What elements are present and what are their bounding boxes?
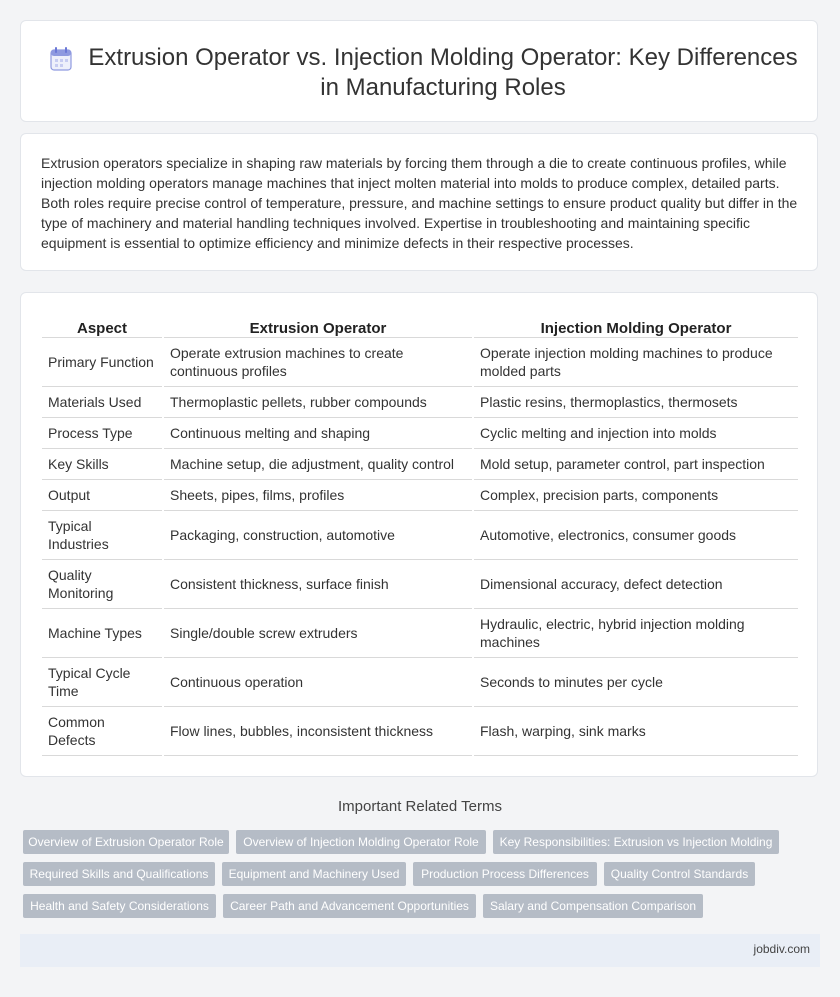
- table-row: [42, 480, 798, 511]
- related-term-link[interactable]: Health and Safety Considerations: [23, 894, 216, 918]
- row-injection: Plastic resins, thermoplastics, thermosets: [473, 387, 798, 418]
- row-extrusion: Thermoplastic pellets, rubber compounds: [163, 387, 473, 418]
- related-term-link[interactable]: Required Skills and Qualifications: [23, 862, 215, 886]
- row-aspect: Process Type: [42, 418, 163, 449]
- row-extrusion: Flow lines, bubbles, inconsistent thickness: [163, 707, 473, 756]
- row-injection: Dimensional accuracy, defect detection: [473, 560, 798, 609]
- footer: [20, 934, 820, 967]
- related-terms-heading: Important Related Terms: [338, 798, 502, 815]
- column-header-aspect: Aspect: [42, 315, 163, 338]
- row-injection: Mold setup, parameter control, part inspection: [473, 449, 798, 480]
- row-aspect: Output: [42, 480, 163, 511]
- footer-site-link[interactable]: jobdiv.com: [753, 942, 810, 956]
- row-injection: Hydraulic, electric, hybrid injection molding machines: [473, 609, 798, 658]
- table-row: [42, 418, 798, 449]
- row-injection: Operate injection molding machines to produce molded parts: [473, 338, 798, 387]
- row-extrusion: Packaging, construction, automotive: [163, 511, 473, 560]
- related-term-link[interactable]: Career Path and Advancement Opportunities: [223, 894, 476, 918]
- related-term-link[interactable]: Quality Control Standards: [604, 862, 755, 886]
- row-aspect: Machine Types: [42, 609, 163, 658]
- row-aspect: Typical Cycle Time: [42, 658, 163, 707]
- row-injection: Flash, warping, sink marks: [473, 707, 798, 756]
- table-row: [42, 609, 798, 658]
- page-title: Extrusion Operator vs. Injection Molding Operator: Key Differences in Manufacturing Roles: [88, 44, 798, 101]
- row-aspect: Materials Used: [42, 387, 163, 418]
- row-aspect: Quality Monitoring: [42, 560, 163, 609]
- table-row: [42, 658, 798, 707]
- row-extrusion: Machine setup, die adjustment, quality control: [163, 449, 473, 480]
- row-injection: Cyclic melting and injection into molds: [473, 418, 798, 449]
- title-card: [20, 20, 818, 122]
- table-row: [42, 338, 798, 387]
- table-row: [42, 707, 798, 756]
- column-header-injection: Injection Molding Operator: [473, 315, 798, 338]
- row-aspect: Typical Industries: [42, 511, 163, 560]
- row-aspect: Common Defects: [42, 707, 163, 756]
- related-term-link[interactable]: Key Responsibilities: Extrusion vs Injection Molding: [493, 830, 779, 854]
- table-row: [42, 387, 798, 418]
- row-injection: Complex, precision parts, components: [473, 480, 798, 511]
- table-row: [42, 449, 798, 480]
- comparison-table: [42, 315, 798, 756]
- related-term-link[interactable]: Salary and Compensation Comparison: [483, 894, 703, 918]
- row-extrusion: Continuous operation: [163, 658, 473, 707]
- column-header-extrusion: Extrusion Operator: [163, 315, 473, 338]
- intro-card: [20, 133, 818, 271]
- row-extrusion: Operate extrusion machines to create continuous profiles: [163, 338, 473, 387]
- row-extrusion: Sheets, pipes, films, profiles: [163, 480, 473, 511]
- table-header-row: [42, 315, 798, 338]
- related-term-link[interactable]: Equipment and Machinery Used: [222, 862, 406, 886]
- related-term-link[interactable]: Overview of Extrusion Operator Role: [23, 830, 229, 854]
- row-extrusion: Single/double screw extruders: [163, 609, 473, 658]
- row-extrusion: Consistent thickness, surface finish: [163, 560, 473, 609]
- table-row: [42, 560, 798, 609]
- intro-paragraph: Extrusion operators specialize in shaping raw materials by forcing them through a die to create continuous profiles, while injection molding operators manage machines that inject molten material into molds to produce complex, detailed parts. Both roles require precise control of temperature, pressure, and machine settings to ensure product quality but differ in the type of machinery and material handling techniques involved. Expertise in troubleshooting and maintaining specific equipment is essential to optimize efficiency and minimize defects in their respective processes.: [41, 155, 798, 251]
- row-aspect: Key Skills: [42, 449, 163, 480]
- related-term-link[interactable]: Production Process Differences: [413, 862, 597, 886]
- comparison-table-card: [20, 292, 818, 777]
- table-row: [42, 511, 798, 560]
- row-injection: Seconds to minutes per cycle: [473, 658, 798, 707]
- calendar-icon: [49, 46, 73, 72]
- row-aspect: Primary Function: [42, 338, 163, 387]
- row-extrusion: Continuous melting and shaping: [163, 418, 473, 449]
- related-term-link[interactable]: Overview of Injection Molding Operator Role: [236, 830, 486, 854]
- row-injection: Automotive, electronics, consumer goods: [473, 511, 798, 560]
